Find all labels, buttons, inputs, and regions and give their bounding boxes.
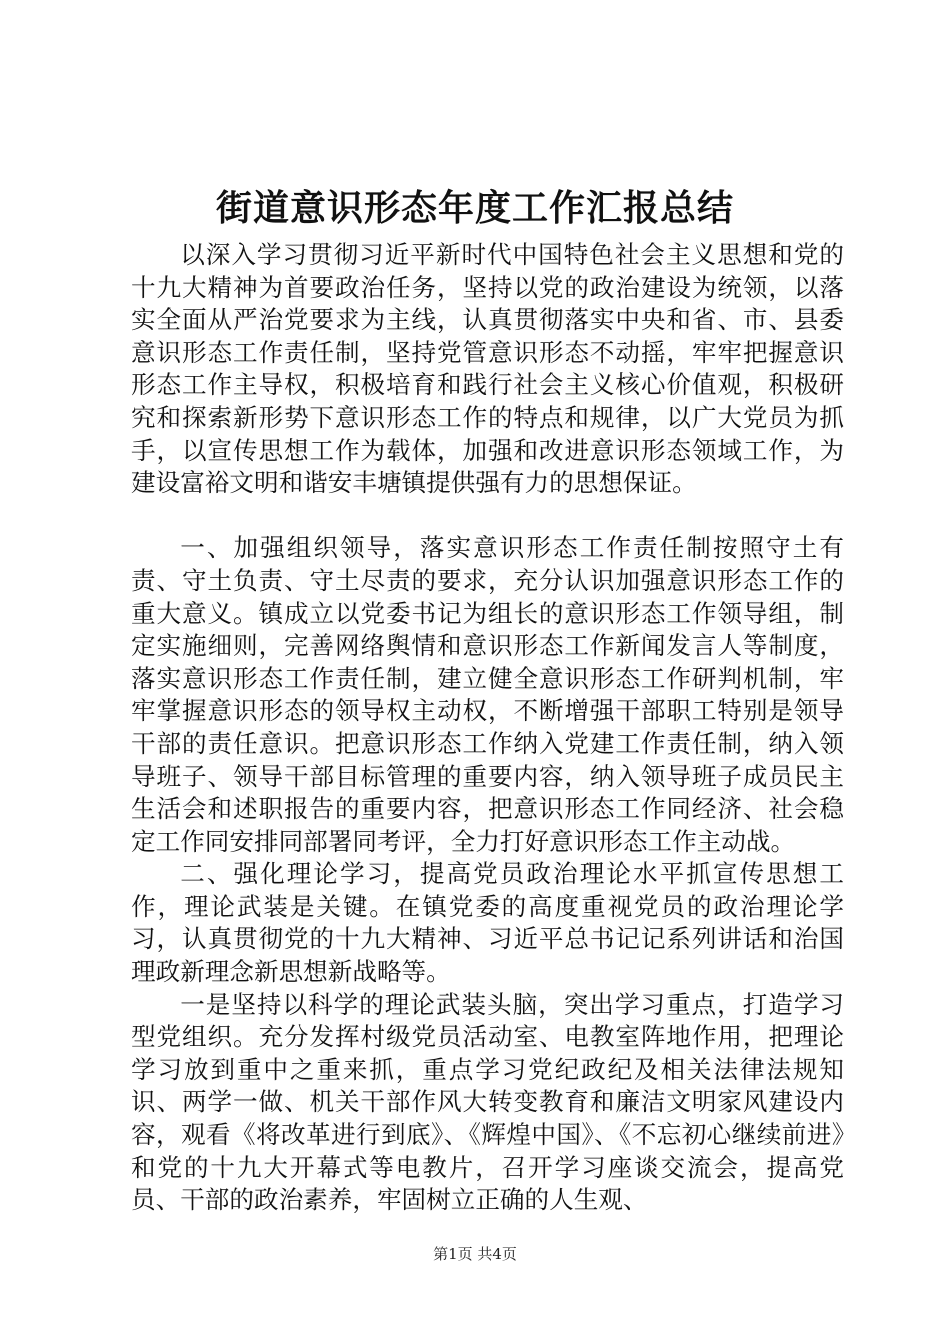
document-title: 街道意识形态年度工作汇报总结 [215, 187, 734, 229]
paragraph-intro: 以深入学习贯彻习近平新时代中国特色社会主义思想和党的十九大精神为首要政治任务，坚持以党的政治建设为统领，以落实全面从严治党要求为主线，认真贯彻落实中央和省、市、县委意识形态工作责任制，坚持党管意识形态不动摇，牢牢把握意识形态工作主导权，积极培育和践行社会主义核心价值观，积极研究和探索新形势下意识形态工作的特点和规律，以广大党员为抓手，以宣传思想工作为载体，加强和改进意识形态领域工作，为建设富裕文明和谐安丰塘镇提供强有力的思想保证。 [131, 240, 844, 498]
paragraph-section-2: 二、强化理论学习，提高党员政治理论水平抓宣传思想工作，理论武装是关键。在镇党委的高度重视党员的政治理论学习，认真贯彻党的十九大精神、习近平总书记记系列讲话和治国理政新理念新思想新战略等。 [131, 859, 844, 987]
document-body [131, 239, 844, 1217]
paragraph-spacer [131, 500, 844, 533]
paragraph-section-1: 一、加强组织领导，落实意识形态工作责任制按照守土有责、守土负责、守土尽责的要求，充分认识加强意识形态工作的重大意义。镇成立以党委书记为组长的意识形态工作领导组，制定实施细则，完善网络舆情和意识形态工作新闻发言人等制度，落实意识形态工作责任制，建立健全意识形态工作研判机制，牢牢掌握意识形态的领导权主动权，不断增强干部职工特别是领导干部的责任意识。把意识形态工作纳入党建工作责任制，纳入领导班子、领导干部目标管理的重要内容，纳入领导班子成员民主生活会和述职报告的重要内容，把意识形态工作同经济、社会稳定工作同安排同部署同考评，全力打好意识形态工作主动战。 [131, 533, 844, 856]
paragraph-section-2-point-1: 一是坚持以科学的理论武装头脑，突出学习重点，打造学习型党组织。充分发挥村级党员活动室、电教室阵地作用，把理论学习放到重中之重来抓，重点学习党纪政纪及相关法律法规知识、两学一做、机关干部作风大转变教育和廉洁文明家风建设内容，观看《将改革进行到底》、《辉煌中国》、《不忘初心继续前进》和党的十九大开幕式等电教片，召开学习座谈交流会，提高党员、干部的政治素养，牢固树立正确的人生观、 [131, 989, 844, 1215]
page-footer: 第1页 共4页 [433, 1245, 517, 1263]
